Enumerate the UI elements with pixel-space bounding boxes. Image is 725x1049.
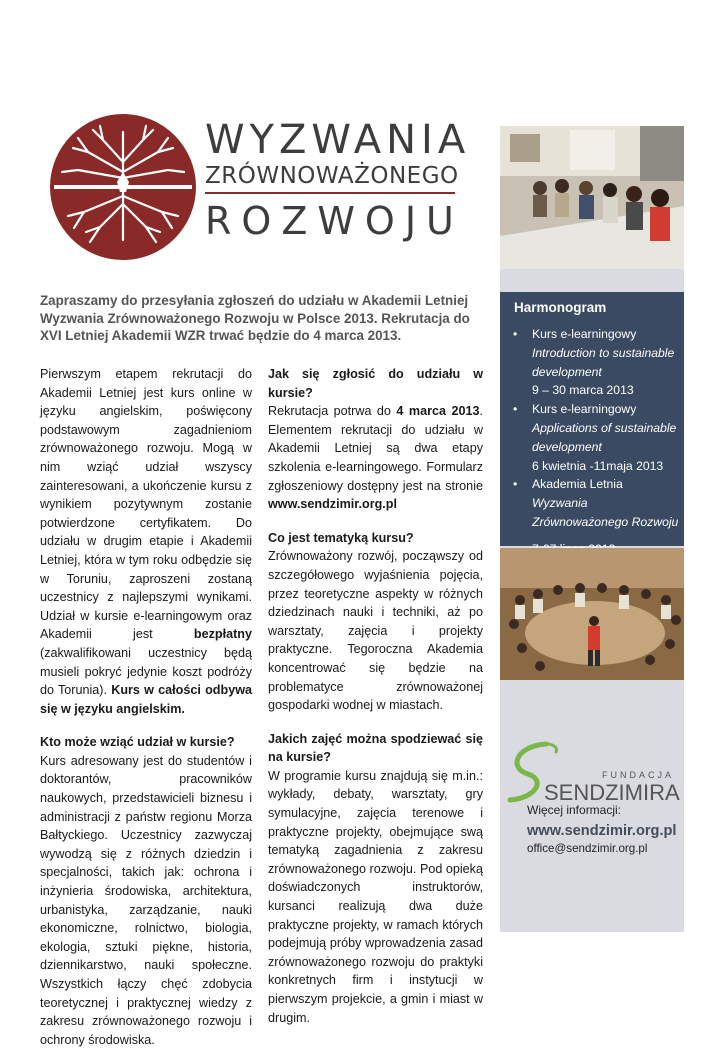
left-column bbox=[40, 365, 252, 1047]
section-heading-who: Kto może wziąć udział w kursie? bbox=[40, 735, 235, 750]
paragraph-text: Rekrutacja potrwa do bbox=[268, 404, 397, 419]
schedule-item bbox=[510, 325, 680, 400]
intro-paragraph bbox=[40, 365, 252, 718]
section-body-topic: Zrównoważony rozwój, począwszy od szczegółowego wyjaśnienia pojęcia, przez teoretyczne aspekty w różnych dziedzinach nauki i techniki, aż po warsztaty, zajęcia i projekty praktyczne. Tegoroczna Akademia koncentrować się będzie na problematyce zrównoważonej gospodarki wodnej w miastach. bbox=[268, 549, 483, 713]
workshop-photo bbox=[500, 548, 684, 680]
schedule-title: Harmonogram bbox=[514, 300, 607, 315]
section-heading-how: Jak się zgłosić do udziału w kursie? bbox=[268, 367, 483, 400]
deadline-emphasis: 4 marca 2013 bbox=[396, 404, 480, 419]
section-body-activities: W programie kursu znajdują się m.in.: wykłady, debaty, warsztaty, gry symulacyjne, zajęcia terenowe i praktyczne projekty, obejmujące swą tematyką zagadnienia z zakresu zrównoważonego rozwoju. Pod opieką doświadczonych instruktorów, kursanci realizują dwa duże praktyczne projekty, w ramach których podejmują próby wprowadzenia zasad zrównoważonego rozwoju do praktyki konkretnych firm i instytucji w pierwszym projekcie, a gmin i miast w drugim. bbox=[268, 768, 483, 1025]
foundation-name: SENDZIMIRA bbox=[544, 780, 680, 805]
schedule-item-title-text: Akademia Letnia bbox=[532, 477, 623, 492]
logo-line-1: WYZWANIA bbox=[205, 117, 471, 163]
tree-logo-icon bbox=[48, 112, 198, 262]
sendzimir-foundation-logo bbox=[506, 740, 680, 805]
classroom-photo bbox=[500, 126, 684, 269]
foundation-small-label: FUNDACJA bbox=[602, 770, 675, 780]
intro-heading: Zapraszamy do przesyłania zgłoszeń do udziału w Akademii Letniej Wyzwania Zrównoważonego Rozwoju w Polsce 2013. Rekrutacja do XVI Letniej Akademii WZR trwać będzie do 4 marca 2013. bbox=[40, 293, 470, 343]
schedule-item-title: Kurs e-learningowy bbox=[532, 327, 637, 341]
paragraph-text: . Elementem rekrutacji do udziału w Akademii Letniej są dwa etapy szkolenia e-learningowego. Formularz zgłoszeniowy dostępny jest na stronie bbox=[268, 404, 483, 493]
schedule-item-subtitle: Introduction to sustainable development bbox=[532, 345, 675, 379]
bullet-icon: • bbox=[513, 327, 518, 341]
schedule-item-date: 9 – 30 marca 2013 bbox=[532, 383, 634, 398]
bullet-icon: • bbox=[513, 477, 518, 492]
section-body-who: Kurs adresowany jest do studentów i doktorantów, pracowników naukowych, przedstawicieli biznesu i administracji z państw regionu Morza Bałtyckiego. Uczestnicy zazwyczaj wywodzą się z różnych dziedzin i specjalności, takich jak: ochrona i inżynieria środowiska, architektura, urbanistyka, zarządzanie, nauki ekonomiczne, rolnictwo, biologia, ekologia, sztuki piękne, historia, dziennikarstwo, nauki społeczne. Wszystkich łączy chęć zdobycia teoretycznej i praktycznej wiedzy z zakresu zrównoważonego rozwoju i ochrony środowiska. bbox=[40, 753, 252, 1047]
section-heading-activities: Jakich zajęć można spodziewać się na kursie? bbox=[268, 731, 483, 765]
website-link[interactable]: www.sendzimir.org.pl bbox=[527, 823, 677, 839]
bullet-icon: • bbox=[513, 402, 518, 417]
schedule-item bbox=[510, 400, 680, 475]
logo-divider bbox=[205, 192, 455, 194]
website-link[interactable]: www.sendzimir.org.pl bbox=[268, 497, 397, 512]
paragraph-text: (zakwalifikowani uczestnicy będą musieli pokryć jedynie koszt podróży do Torunia). bbox=[40, 645, 252, 698]
email-link[interactable]: office@sendzimir.org.pl bbox=[527, 842, 648, 855]
schedule-item-title bbox=[532, 475, 680, 531]
schedule-box bbox=[500, 292, 684, 546]
schedule-item-title: Kurs e-learningowy bbox=[532, 402, 637, 417]
free-emphasis: bezpłatny bbox=[193, 627, 252, 642]
schedule-item-title-italic: Wyzwania Zrównoważonego Rozwoju bbox=[532, 496, 679, 529]
logo-line-2: ZRÓWNOWAŻONEGO bbox=[205, 163, 459, 189]
schedule-item-date: 6 kwietnia -11maja 2013 bbox=[532, 458, 664, 473]
section-body-how bbox=[268, 402, 483, 514]
schedule-item-subtitle: Applications of sustainable development bbox=[532, 420, 677, 454]
right-column bbox=[268, 365, 483, 1042]
section-heading-topic: Co jest tematyką kursu? bbox=[268, 530, 414, 545]
more-info-label: Więcej informacji: bbox=[527, 803, 622, 817]
paragraph-text: Pierwszym etapem rekrutacji do Akademii Letniej jest kurs online w języku angielskim, poświęcony podstawowym zagadnieniom zrównoważonego rozwoju. Mogą w nim wziąć udział wszyscy zainteresowani, a ukończenie kursu z wynikiem pozytywnym zostanie potwierdzone certyfikatem. Do udziału w drugim etapie i Akademii Letniej, która w tym roku odbędzie się w Toruniu, zaproszeni zostaną uczestnicy z najlepszymi wynikami. Udział w kursie e-learningowym oraz Akademii jest bbox=[40, 367, 252, 642]
logo-title bbox=[205, 117, 471, 243]
schedule-item bbox=[510, 475, 680, 558]
language-emphasis: Kurs w całości odbywa się w języku angielskim. bbox=[40, 683, 252, 716]
schedule-list bbox=[510, 325, 680, 559]
contact-block bbox=[527, 803, 687, 856]
logo-line-3: ROZWOJU bbox=[205, 199, 464, 243]
